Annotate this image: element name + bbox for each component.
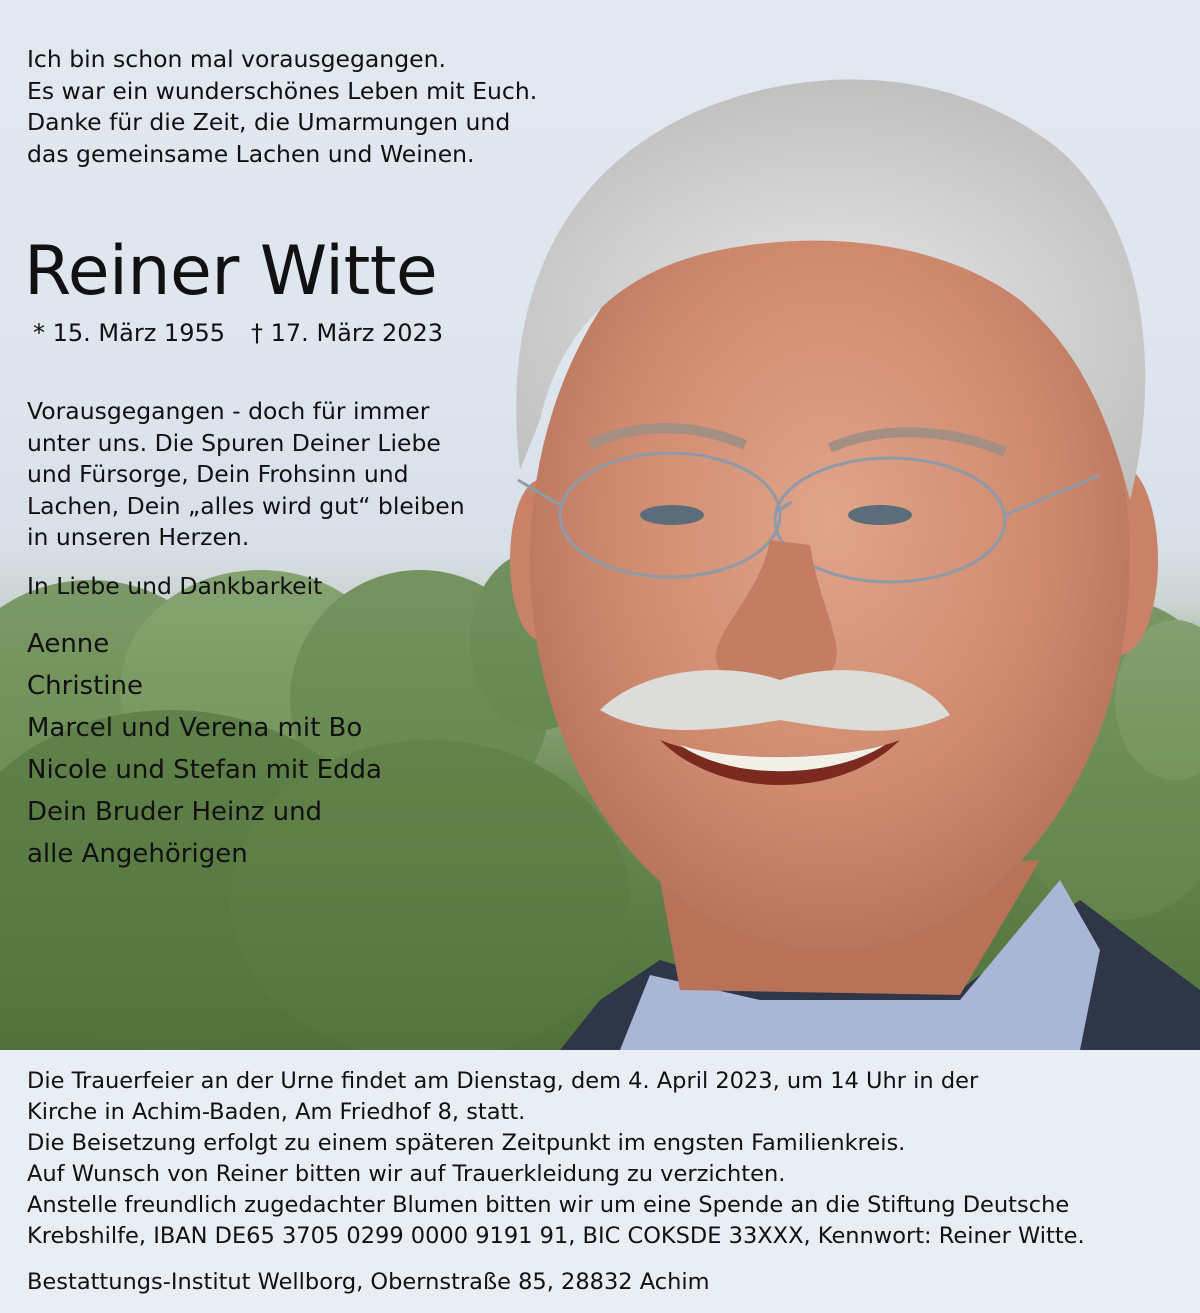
- intro-line: Ich bin schon mal vorausgegangen.: [27, 45, 446, 73]
- memorial-text: [27, 396, 465, 554]
- death-date: † 17. März 2023: [251, 319, 444, 347]
- funeral-home: Bestattungs-Institut Wellborg, Obernstraße 85, 28832 Achim: [27, 1269, 710, 1295]
- family-member: Dein Bruder Heinz und: [27, 797, 323, 827]
- eye-left: [640, 505, 704, 525]
- memorial-line: Vorausgegangen - doch für immer: [27, 397, 430, 425]
- memorial-line: unter uns. Die Spuren Deiner Liebe: [27, 428, 441, 457]
- family-member: Nicole und Stefan mit Edda: [27, 755, 382, 785]
- memorial-line: Lachen, Dein „alles wird gut“ bleiben: [27, 491, 465, 520]
- life-dates: [33, 316, 443, 350]
- intro-line: Es war ein wunderschönes Leben mit Euch.: [27, 76, 538, 105]
- ceremony-info: [27, 1066, 1085, 1252]
- deceased-name: Reiner Witte: [24, 232, 438, 311]
- info-line: Die Trauerfeier an der Urne findet am Dienstag, dem 4. April 2023, um 14 Uhr in der: [27, 1068, 979, 1094]
- memorial-line: in unseren Herzen.: [27, 523, 250, 551]
- family-member: Christine: [27, 671, 143, 701]
- memorial-line: und Fürsorge, Dein Frohsinn und: [27, 460, 409, 488]
- info-line: Krebshilfe, IBAN DE65 3705 0299 0000 9191 91, BIC COKSDE 33XXX, Kennwort: Reiner Witte.: [27, 1223, 1085, 1249]
- intro-verse: [27, 44, 537, 170]
- intro-line: Danke für die Zeit, die Umarmungen und: [27, 108, 511, 136]
- birth-date: * 15. März 1955: [33, 319, 226, 347]
- intro-line: das gemeinsame Lachen und Weinen.: [27, 139, 475, 168]
- info-line: Kirche in Achim-Baden, Am Friedhof 8, statt.: [27, 1099, 526, 1125]
- info-line: Die Beisetzung erfolgt zu einem späteren Zeitpunkt im engsten Familienkreis.: [27, 1130, 906, 1156]
- family-member: Aenne: [27, 629, 110, 659]
- info-line: Auf Wunsch von Reiner bitten wir auf Trauerkleidung zu verzichten.: [27, 1161, 786, 1187]
- family-member: alle Angehörigen: [27, 839, 248, 869]
- gratitude-line: In Liebe und Dankbarkeit: [27, 572, 323, 600]
- family-member: Marcel und Verena mit Bo: [27, 713, 363, 743]
- info-line: Anstelle freundlich zugedachter Blumen bitten wir um eine Spende an die Stiftung Deutsche: [27, 1192, 1070, 1218]
- eye-right: [848, 505, 912, 525]
- family-list: [27, 623, 382, 875]
